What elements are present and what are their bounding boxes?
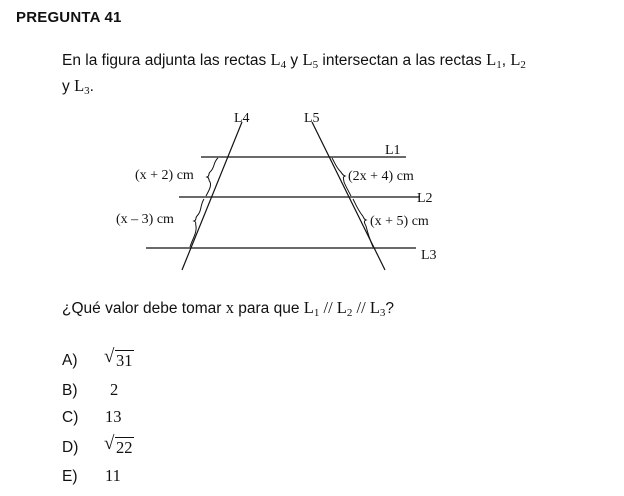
figure-svg <box>104 106 464 276</box>
segment-label-left-bottom: (x – 3) cm <box>116 212 174 227</box>
label-L1: L1 <box>385 143 401 158</box>
brace-left-bottom <box>190 199 204 247</box>
option-letter: D) <box>62 439 79 456</box>
label-L5: L5 <box>304 111 320 126</box>
option-letter: E) <box>62 468 78 485</box>
question-title: PREGUNTA 41 <box>16 9 122 26</box>
option-value: √ 22 <box>104 433 133 457</box>
problem-statement: En la figura adjunta las rectas $L_4$ y $L_5$ intersectan a las rectas $L_1$, $L_2$ y $L_3$. <box>62 50 526 97</box>
question-text: ¿Qué valor debe tomar x para que $L_1 // L_2 // L_3$? <box>62 298 395 319</box>
option-letter: C) <box>62 409 79 426</box>
option-value: 11 <box>105 466 121 485</box>
label-L4: L4 <box>234 111 250 126</box>
label-L2: L2 <box>417 191 433 206</box>
option-letter: A) <box>62 352 78 369</box>
option-value: 2 <box>110 380 119 399</box>
segment-label-right-bottom: (x + 5) cm <box>370 214 429 229</box>
label-L3: L3 <box>421 248 437 263</box>
option-letter: B) <box>62 382 78 399</box>
sqrt-symbol: √ <box>104 346 115 367</box>
option-value: 13 <box>105 407 122 426</box>
option-value: √ 31 <box>104 346 133 370</box>
segment-label-left-top: (x + 2) cm <box>135 168 194 183</box>
brace-left-top <box>206 158 218 196</box>
segment-label-right-top: (2x + 4) cm <box>348 169 414 184</box>
geometry-figure <box>104 106 464 276</box>
sqrt-symbol: √ <box>104 433 115 454</box>
